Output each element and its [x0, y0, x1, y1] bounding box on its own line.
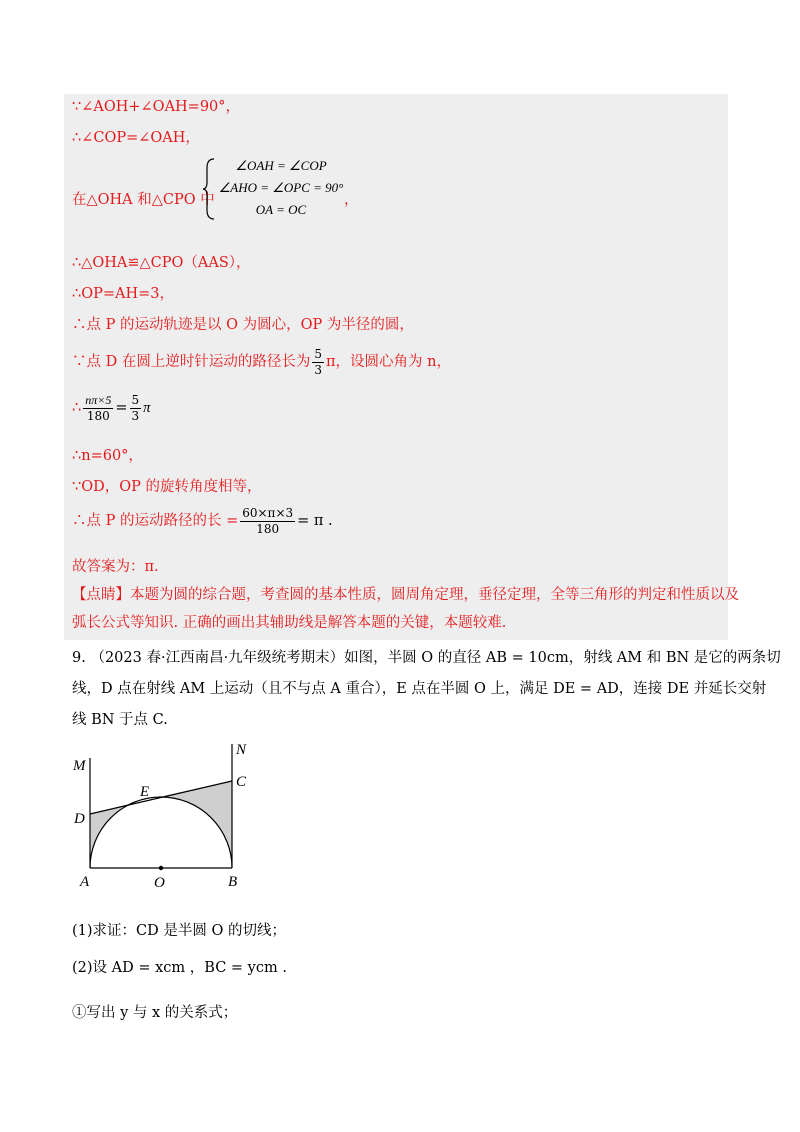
sol-line-8	[72, 390, 150, 426]
sys-row-3: OA = OC	[255, 202, 307, 217]
fraction-5-3	[312, 347, 324, 378]
center-point-o	[159, 866, 163, 870]
sol-line-5: ∴OP=AH=3，	[72, 286, 175, 302]
part-1: (1)求证：CD 是半圆 O 的切线；	[72, 923, 286, 939]
sol-line-7-post: π，设圆心角为 n，	[325, 354, 451, 370]
frac-num: nπ×5	[85, 392, 112, 407]
question-line-3: 线 BN 于点 C.	[72, 712, 168, 728]
pi-symbol: π	[143, 400, 151, 416]
sys-row-1: ∠OAH = ∠COP	[235, 158, 327, 173]
frac-num: 5	[314, 346, 322, 361]
fraction-5-3b	[130, 393, 142, 424]
sol-line-3-post: ，	[344, 192, 359, 208]
label-b: B	[228, 874, 238, 890]
fraction-60pi3-180	[240, 506, 295, 537]
sys-row-2: ∠AHO = ∠OPC = 90°	[218, 180, 344, 195]
question-line-2: 线，D 点在射线 AM 上运动（且不与点 A 重合），E 点在半圆 O 上，满足 DE = AD，连接 DE 并延长交射	[72, 681, 767, 697]
label-a: A	[80, 874, 90, 890]
sol-line-7	[72, 344, 451, 380]
label-m: M	[73, 758, 86, 774]
sol-line-8-pre: ∴	[72, 400, 82, 416]
frac-den: 3	[314, 362, 322, 377]
sol-line-11-post: = π .	[297, 513, 333, 529]
label-c: C	[236, 774, 247, 790]
frac-den: 180	[86, 408, 110, 423]
fraction-npi5-180	[83, 393, 113, 424]
question-line-1: 9. （2023 春·江西南昌·九年级统考期末）如图，半圆 O 的直径 AB = 10cm，射线 AM 和 BN 是它的两条切	[72, 650, 781, 666]
label-d: D	[74, 811, 85, 827]
sol-line-3	[72, 190, 215, 210]
comment-line-2: 弧长公式等知识. 正确的画出其辅助线是解答本题的关键，本题较难.	[72, 615, 507, 631]
label-n: N	[236, 742, 247, 758]
part-2-sub-1: ①写出 y 与 x 的关系式；	[72, 1005, 238, 1021]
label-e: E	[140, 784, 150, 800]
sol-line-11	[72, 503, 333, 539]
shaded-region-right	[148, 781, 232, 868]
sol-line-7-pre: ∵点 D 在圆上逆时针运动的路径长为	[72, 354, 311, 370]
frac-num: 60×π×3	[242, 505, 294, 520]
sol-line-11-pre: ∴点 P 的运动路径的长 =	[72, 513, 239, 529]
geometry-figure	[70, 738, 260, 892]
equals-sign: =	[115, 400, 128, 416]
sol-line-1: ∵∠AOH+∠OAH=90°，	[72, 99, 241, 115]
label-o: O	[154, 875, 165, 891]
frac-den: 3	[131, 408, 140, 423]
sol-line-4: ∴△OHA≌△CPO（AAS），	[72, 255, 251, 271]
sol-line-10: ∵OD，OP 的旋转角度相等，	[72, 479, 262, 495]
sol-line-6: ∴点 P 的运动轨迹是以 O 为圆心，OP 为半径的圆，	[72, 317, 414, 333]
sol-line-3-pre: 在△OHA 和△CPO 中	[72, 192, 215, 208]
frac-den: 180	[256, 521, 280, 536]
frac-num: 5	[131, 392, 140, 407]
brace-icon	[202, 158, 216, 220]
sol-line-2: ∴∠COP=∠OAH，	[72, 130, 200, 146]
sol-line-9: ∴n=60°，	[72, 448, 143, 464]
part-2: (2)设 AD = xcm ，BC = ycm .	[72, 960, 287, 976]
comment-line-1: 【点睛】本题为圆的综合题，考查圆的基本性质，圆周角定理，垂径定理，全等三角形的判定和性质以及	[72, 587, 739, 603]
answer-line: 故答案为：π.	[72, 559, 159, 575]
